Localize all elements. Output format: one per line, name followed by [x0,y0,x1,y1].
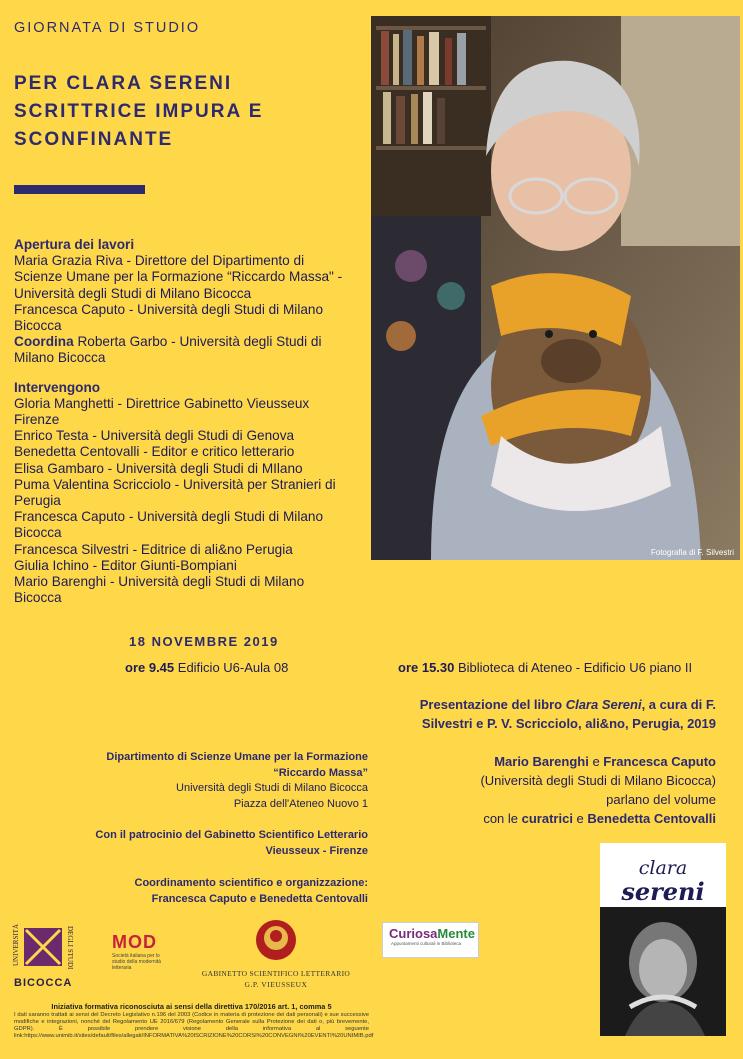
cover-portrait [600,907,726,1036]
address-line: Università degli Studi di Milano Bicocca [176,782,368,794]
gabinetto-vieusseux-logo [198,918,354,988]
mod-logo [112,932,208,972]
speaker-line: Giulia Ichino - Editor Giunti-Bompiani [14,557,237,573]
afternoon-session [398,660,692,675]
opening-heading: Apertura dei lavori [14,237,135,252]
author-photo [371,16,740,560]
speaker-line: Enrico Testa - Università degli Studi di Genova [14,428,295,444]
university-logo [12,916,78,993]
speaker-line: Francesca Caputo - Università degli Studi di Milano [14,509,324,525]
footer-privacy: I dati saranno trattati ai sensi del Decreto Legislativo n.196 del 2003 (Codice in materia di protezione dei dati personali) e sue successive modifiche e integrazioni, nonché del Regolamento UE 2016/679 (Regolamento Generale sulla Protezione dei dati o, più brevemente, GDPR). È possibile prendere visione della informativa al seguente link:https://www.unimib.it/sites/default/files/allegati/INFORMATIVA%20ISCRIZIONE%20CORSI%20CONVEGNI%20EVENTI%20UNIMIB.pdf [14,1012,374,1039]
gab-line2: G.P. VIEUSSEUX [244,980,308,989]
coord-line: Coordinamento scientifico e organizzazione: [134,877,368,889]
chair-line [14,334,364,350]
speakers-affiliation: (Università degli Studi di Milano Bicocca) [480,773,716,788]
cur-logo-words [383,923,478,941]
and-label: e [572,811,588,826]
presentation-book: Clara Sereni [565,697,642,712]
program-line: Francesca Caputo - Università degli Studi di Milano [14,301,324,317]
speaker-line: Elisa Gambaro - Università degli Studi di MIlano [14,460,303,476]
accent-divider [14,185,145,194]
cur-word2: Mente [437,926,475,941]
photo-credit: Fotografia di F. Silvestri [650,548,734,557]
title-line: SCONFINANTE [14,129,174,150]
dept-line: “Riccardo Massa” [273,766,368,779]
department-info [40,750,368,812]
vieusseux-emblem [198,918,354,964]
morning-place: Edificio U6-Aula 08 [174,660,289,675]
uni-logo-text: DEGLI STUDI [66,926,74,970]
speaker-line: Bicocca [14,590,62,606]
presentation-pre: Presentazione del libro [419,697,566,712]
uni-logo-text: BICOCCA [14,977,73,989]
cur-word1: Curiosa [389,926,438,941]
cover-line: sereni [621,877,705,906]
with-label: con le [483,811,522,826]
speakers-line [398,752,716,771]
presentation-post: , a cura di F. Silvestri e P. V. Scricciolo, ali&no, Perugia, 2019 [421,697,716,731]
speaker-and: e [588,754,604,769]
speaker-line: Mario Barenghi - Università degli Studi di Milano [14,574,305,590]
chair-label: Coordina [14,334,74,350]
talk-line: parlano del volume [606,792,716,807]
footer-accreditation: Iniziativa formativa riconosciuta ai sensi della direttiva 170/2016 art. 1, comma 5 [51,1002,332,1011]
coord-line: Francesca Caputo e Benedetta Centovalli [151,892,368,905]
opening-section [14,237,364,367]
title-line: SCRITTRICE IMPURA E [14,101,264,122]
speaker-name: Francesca Caputo [603,754,716,769]
mod-logo-sub: Società italiana per lo studio della modernità letteraria [112,953,161,971]
program-line: Milano Bicocca [14,350,106,366]
program-line: Bicocca [14,318,62,334]
speakers-heading: Intervengono [14,379,101,395]
title-line: PER CLARA SERENI [14,73,233,94]
patronage-line: Con il patrocinio del Gabinetto Scientifico Letterario [95,829,368,841]
cover-line: clara [638,857,688,879]
speaker-line: Bicocca [14,525,62,541]
program [14,237,364,619]
presentation-speakers [398,752,716,828]
program-line: Università degli Studi di Milano Bicocca [14,285,252,301]
speaker-line: Benedetta Centovalli - Editor e critico letterario [14,444,295,460]
curators-label: curatrici [521,811,573,826]
patronage-line: Vieusseux - Firenze [265,844,368,857]
speaker-line: Firenze [14,412,60,428]
speakers-section [14,380,364,607]
uni-logo-text: UNIVERSITÀ [12,924,20,966]
morning-session [125,660,288,675]
cur-logo-sub: Appuntamenti culturali in Biblioteca [391,941,462,946]
event-title [14,70,344,154]
afternoon-time: ore 15.30 [398,660,455,675]
footer-legal [14,1002,374,1040]
speaker-line: Francesca Silvestri - Editrice di ali&no Perugia [14,541,293,557]
photo-illustration [371,16,740,560]
afternoon-place: Biblioteca di Ateneo - Edificio U6 piano II [454,660,693,675]
program-line: Maria Grazia Riva - Direttore del Dipartimento di [14,253,305,269]
patronage [40,828,368,859]
morning-time: ore 9.45 [125,660,175,675]
bicocca-logo-mark [12,916,78,993]
event-date: 18 NOVEMBRE 2019 [129,634,279,649]
coordination [40,876,368,907]
book-cover-title [600,857,726,906]
event-kicker: GIORNATA DI STUDIO [14,20,201,36]
address-line: Piazza dell'Ateneo Nuovo 1 [233,797,368,810]
mod-logo-word: MOD [112,932,157,952]
editor-name: Benedetta Centovalli [587,811,716,826]
curiosamente-logo [382,922,479,958]
dept-line: Dipartimento di Scienze Umane per la Formazione [106,751,368,763]
program-line: Scienze Umane per la Formazione “Riccardo Massa" - [14,269,343,285]
gab-line1: GABINETTO SCIENTIFICO LETTERARIO [201,969,351,978]
curators-line [398,809,716,828]
chair-name: Roberta Garbo - Università degli Studi di [73,334,322,350]
book-cover [600,843,726,1036]
speaker-name: Mario Barenghi [494,754,589,769]
speaker-line: Puma Valentina Scricciolo - Università per Stranieri di [14,476,336,492]
speaker-line: Gloria Manghetti - Direttrice Gabinetto Vieusseux [14,395,310,411]
book-presentation [398,695,716,733]
speaker-line: Perugia [14,493,61,509]
